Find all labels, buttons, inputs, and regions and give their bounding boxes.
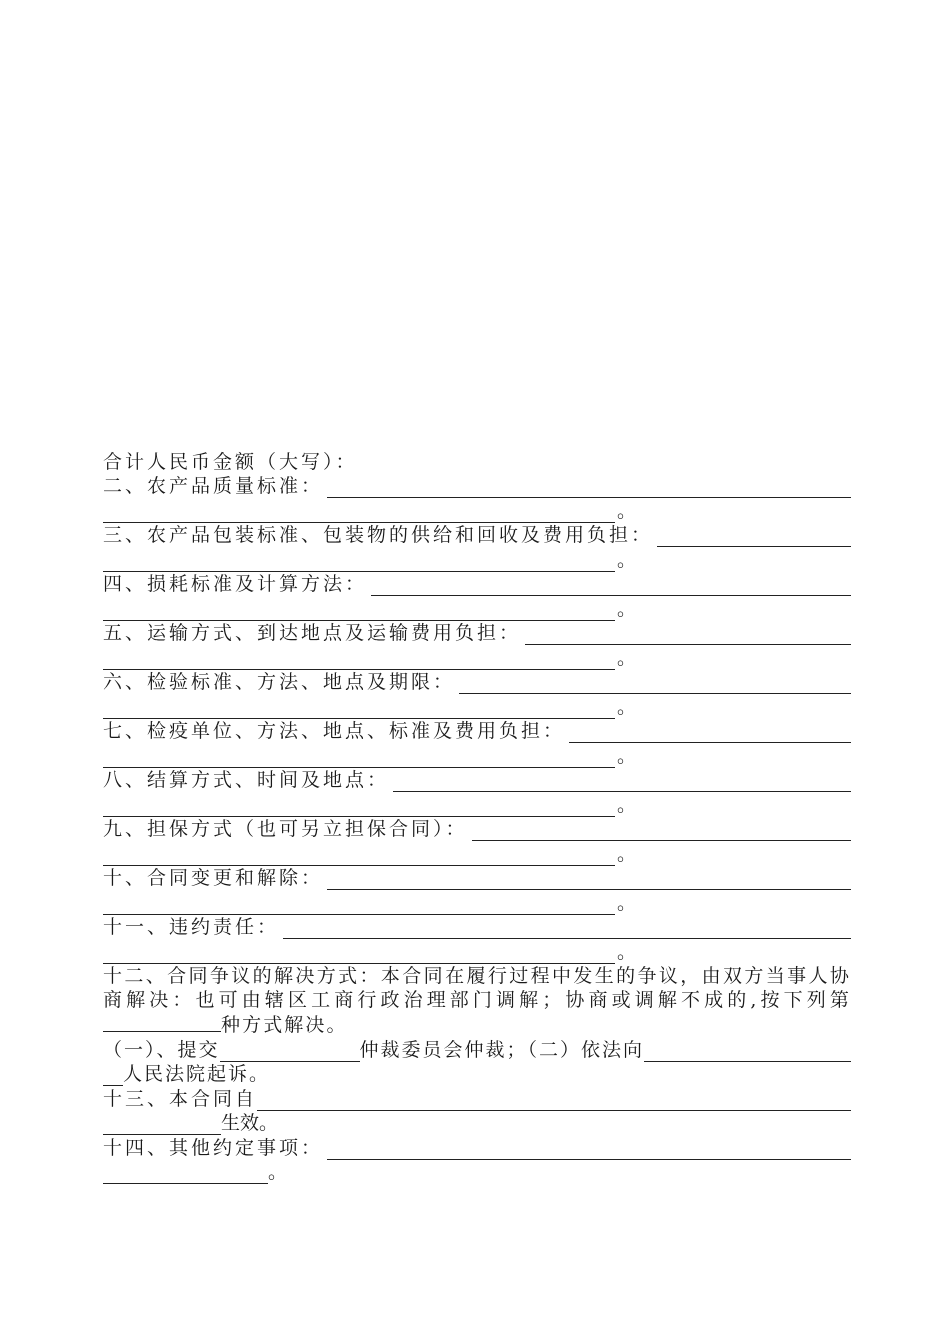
clause-blank[interactable] [327, 480, 851, 498]
clause-label: 九、担保方式（也可另立担保合同）： [103, 818, 468, 840]
clause-blank[interactable] [472, 823, 851, 841]
clause-12-options [103, 1037, 851, 1062]
clause-14-end: 。 [268, 1161, 288, 1183]
clause-line [103, 719, 851, 744]
clause-label: 七、检疫单位、方法、地点、标准及费用负担： [103, 720, 566, 742]
clause-tail [103, 792, 851, 817]
clause-list [103, 474, 851, 964]
other-terms-blank-b[interactable] [103, 1166, 268, 1184]
clause-end-mark: 。 [617, 793, 637, 816]
clause-label: 十一、违约责任： [103, 916, 280, 938]
other-terms-blank-a[interactable] [327, 1142, 851, 1160]
contract-document [103, 449, 851, 1184]
effective-date-blank-a[interactable] [257, 1093, 851, 1111]
clause-line [103, 474, 851, 499]
clause-end-mark: 。 [617, 548, 637, 571]
clause-line [103, 817, 851, 842]
clause-blank[interactable] [525, 627, 851, 645]
clause-label: 五、运输方式、到达地点及运输费用负担： [103, 622, 522, 644]
clause-blank[interactable] [569, 725, 851, 743]
total-amount-line [103, 449, 851, 474]
clause-13-end: 生效。 [221, 1112, 279, 1134]
clause-end-mark: 。 [617, 891, 637, 914]
clause-end-mark: 。 [617, 646, 637, 669]
clause-end-mark: 。 [617, 597, 637, 620]
clause-end-mark: 。 [617, 695, 637, 718]
option-1-label: （一）、提交 [103, 1038, 220, 1061]
clause-13-label: 十三、本合同自 [103, 1087, 258, 1110]
clause-label: 二、农产品质量标准： [103, 475, 324, 497]
clause-line [103, 866, 851, 891]
clause-line [103, 915, 851, 940]
clause-12-text-b: 种方式解决。 [221, 1013, 348, 1036]
clause-tail [103, 547, 851, 572]
clause-line [103, 523, 851, 548]
clause-13-tail [103, 1111, 851, 1136]
clause-line [103, 572, 851, 597]
clause-label: 八、结算方式、时间及地点： [103, 769, 390, 791]
clause-line [103, 768, 851, 793]
clause-12 [103, 964, 851, 1038]
clause-13 [103, 1086, 851, 1111]
clause-end-mark: 。 [617, 744, 637, 767]
clause-blank[interactable] [283, 921, 851, 939]
method-number-blank[interactable] [103, 1015, 221, 1032]
clause-12-court-line [103, 1062, 851, 1087]
total-amount-label: 合计人民币金额（大写）： [103, 450, 358, 473]
clause-tail [103, 498, 851, 523]
clause-blank[interactable] [327, 872, 851, 890]
clause-14-tail [103, 1160, 851, 1185]
clause-end-mark: 。 [617, 499, 637, 522]
clause-end-mark: 。 [617, 842, 637, 865]
clause-line [103, 670, 851, 695]
option-2-label: 仲裁委员会仲裁；（二）依法向 [359, 1038, 645, 1061]
clause-end-mark: 。 [617, 940, 637, 963]
clause-tail [103, 743, 851, 768]
clause-14 [103, 1135, 851, 1160]
clause-tail [103, 694, 851, 719]
clause-tail [103, 841, 851, 866]
clause-line [103, 621, 851, 646]
clause-label: 三、农产品包装标准、包装物的供给和回收及费用负担： [103, 524, 654, 546]
clause-blank-continuation[interactable] [103, 946, 615, 964]
clause-label: 十、合同变更和解除： [103, 867, 324, 889]
clause-blank[interactable] [459, 676, 851, 694]
clause-tail [103, 890, 851, 915]
court-blank-a[interactable] [644, 1045, 851, 1062]
clause-12-text-a: 十二、合同争议的解决方式：本合同在履行过程中发生的争议，由双方当事人协商解决：也可由辖区工商行政治理部门调解；协商或调解不成的,按下列第 [103, 964, 851, 1011]
clause-label: 六、检验标准、方法、地点及期限： [103, 671, 456, 693]
clause-blank[interactable] [657, 529, 851, 547]
clause-blank[interactable] [371, 578, 851, 596]
clause-tail [103, 596, 851, 621]
clause-14-label: 十四、其他约定事项： [103, 1136, 324, 1159]
clause-tail [103, 939, 851, 964]
court-suffix: 人民法院起诉。 [123, 1063, 271, 1085]
clause-label: 四、损耗标准及计算方法： [103, 573, 368, 595]
clause-tail [103, 645, 851, 670]
